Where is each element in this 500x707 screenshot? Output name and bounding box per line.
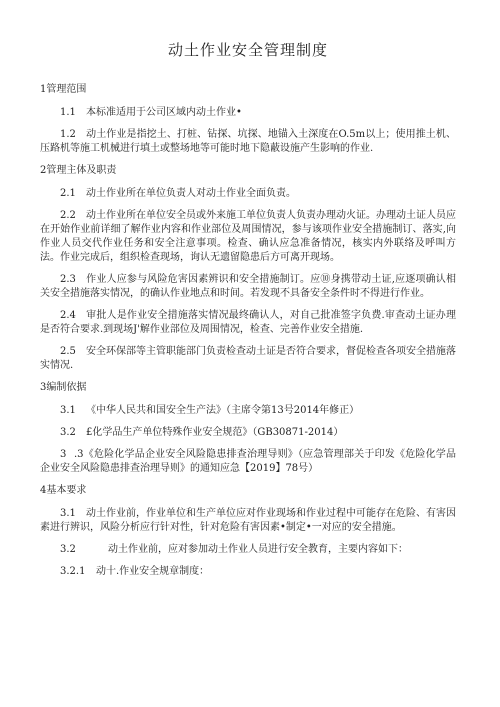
paragraph-text: 审批人是作业安全措施落实情况最终确认人，对自己批准签字负费.审查动土证办理是否符合要求.到现场J'解作业部位及周围情况，检查、完善作业安全措施. <box>40 310 456 335</box>
paragraph-2-3 <box>40 273 456 301</box>
paragraph-number: 2.5 <box>60 346 76 357</box>
paragraph-2-2 <box>40 209 456 265</box>
paragraph-3-2 <box>40 426 456 440</box>
paragraph-2-5 <box>40 345 456 373</box>
paragraph-2-1 <box>40 187 456 201</box>
paragraph-4-1 <box>40 507 456 535</box>
paragraph-text: £化学品生产单位特殊作业安全规范》（GB30871-2014） <box>86 427 344 438</box>
paragraph-1-2 <box>40 128 456 156</box>
paragraph-3-1 <box>40 404 456 418</box>
paragraph-number: 3.1 <box>60 508 76 519</box>
paragraph-1-1 <box>40 106 456 120</box>
paragraph-number: 3.2 <box>60 427 76 438</box>
paragraph-text: 本标准适用于公司区域内动土作业• <box>86 107 242 118</box>
paragraph-number: 2.3 <box>60 274 76 285</box>
section-heading-responsibilities: 2管理主体及职责 <box>40 165 117 176</box>
paragraph-text: 动土作业前，应对参加动土作业人员进行安全教育，主要内容如下： <box>108 544 408 555</box>
paragraph-text: 动土作业是指挖土、打桩、钻探、坑探、地锚入土深度在O.5m以上；使用推土机、压路机等施工机械进行填土或整场地等可能时地下隐蔽设施产生影响的作业. <box>40 129 456 154</box>
paragraph-text: 《中华人民共和国安全生产法》（主席令第13号2014年修正） <box>86 405 360 416</box>
paragraph-number: 3.1 <box>60 405 76 416</box>
paragraph-number: 1.2 <box>60 129 76 140</box>
paragraph-number: 1.1 <box>60 107 76 118</box>
paragraph-text: 安全环保部等主管职能部门负责检查动土证是否符合要求，督促检查各项安全措施落实情况. <box>40 346 456 371</box>
paragraph-text: 动十.作业安全规章制度： <box>96 566 210 577</box>
section-heading-scope: 1管理范围 <box>40 84 87 95</box>
paragraph-number: 3.2 <box>60 544 76 555</box>
paragraph-4-3 <box>40 565 456 579</box>
paragraph-number: 3.2.1 <box>60 566 86 577</box>
paragraph-number: 2.1 <box>60 188 76 199</box>
paragraph-text: 作业人应参与风险危害因素辨识和安全措施制订。应⑩身携带动土证,应逐项确认相关安全措施落实情况，的确认作业地点和时间。若发现不具备安全条件时不得进行作业。 <box>40 274 456 299</box>
page-title: 动土作业安全管理制度 <box>167 41 328 59</box>
paragraph-text: .3《危险化学品企业安全风险隐患排查治理导则》（应急管理部关于印发《危险化学品企业安全风险隐患排查治理导则》的通知应急【2019】78号） <box>40 449 456 474</box>
paragraph-number: 3 <box>60 449 67 460</box>
paragraph-text: 动土作业前，作业单位和生产单位应对作业现场和作业过程中可能存在危险、有害因素进行辨识，风险分析应行针对性，针对危险有害因素•制定•一对应的安全措施。 <box>40 508 456 533</box>
paragraph-number: 2.4 <box>60 310 76 321</box>
section-heading-basic-requirements: 4基本要求 <box>40 485 87 496</box>
section-heading-references: 3编制依据 <box>40 382 87 393</box>
paragraph-3-3 <box>40 448 456 476</box>
paragraph-text: 动土作业所在单位安全员或外来施工单位负责人负责办理动火证。办理动土证人员应在开始作业前详细了解作业内容和作业部位及周围情况，参与该项作业安全措施制订、落实,向作业人员交代作业任务和安全注意事项。检查、确认应急准备情况，核实内外联络及呼叫方法。作业完成后，组织检查现场，询认无遗留隐患后方可离开现场。 <box>40 210 456 263</box>
paragraph-text: 动土作业所在单位负责人对动土作业全面负责。 <box>86 188 296 199</box>
paragraph-number: 2.2 <box>60 210 76 221</box>
paragraph-4-2 <box>40 543 456 557</box>
paragraph-2-4 <box>40 309 456 337</box>
